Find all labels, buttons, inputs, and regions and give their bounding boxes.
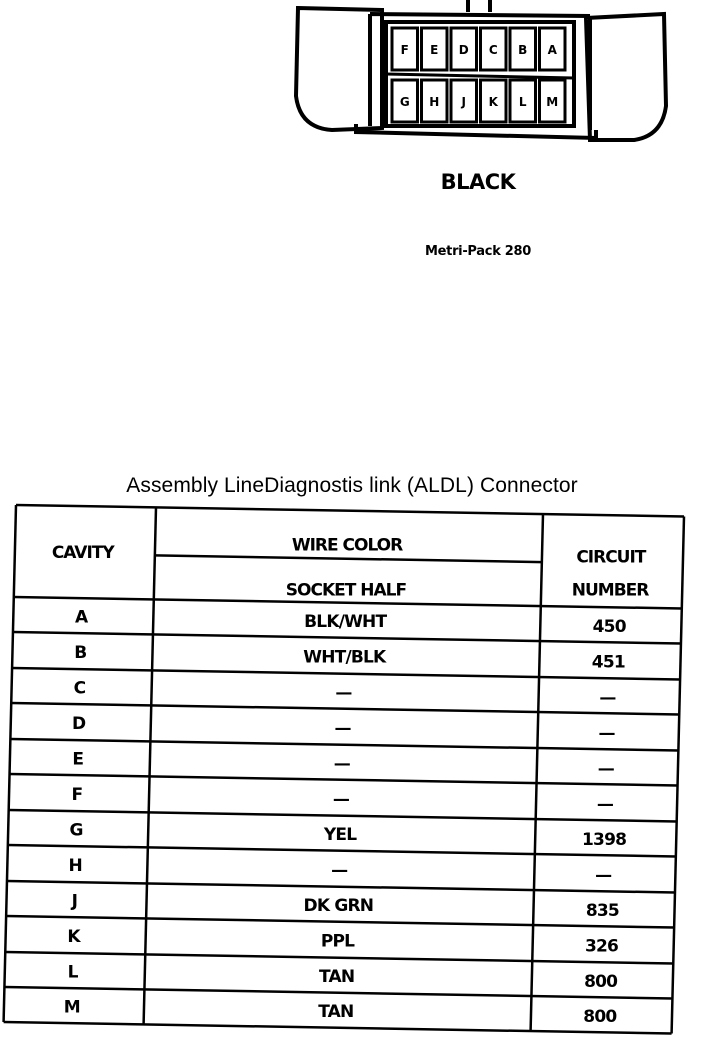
- cell-wire: TAN: [318, 1002, 354, 1023]
- pin-label-K: K: [488, 95, 498, 109]
- pin-label-E: E: [430, 43, 439, 57]
- pin-label-H: H: [429, 95, 440, 109]
- table-top-border: [16, 505, 684, 516]
- pin-label-F: F: [400, 43, 409, 57]
- table-row: [70, 821, 627, 850]
- column-line-3: [672, 516, 684, 1033]
- cell-cavity: A: [75, 607, 88, 628]
- header-socket-half: SOCKET HALF: [285, 580, 407, 601]
- pin-label-J: J: [461, 95, 466, 109]
- cell-circuit: 835: [585, 900, 619, 921]
- header-number: NUMBER: [571, 580, 649, 601]
- table-row: [75, 608, 627, 637]
- table-row: [72, 750, 614, 779]
- pin-label-B: B: [518, 43, 528, 57]
- cell-wire: —: [334, 718, 351, 739]
- cell-cavity: B: [74, 643, 87, 664]
- row-divider: [10, 774, 678, 785]
- cell-cavity: C: [73, 678, 86, 699]
- cell-wire: BLK/WHT: [304, 612, 387, 633]
- column-line-0: [4, 505, 16, 1022]
- table-row: [67, 927, 618, 956]
- row-divider: [8, 845, 676, 856]
- cell-cavity: G: [69, 820, 83, 841]
- pin-label-L: L: [518, 95, 527, 109]
- table-bottom-border: [4, 1022, 672, 1033]
- cell-cavity: F: [71, 785, 83, 806]
- cell-cavity: M: [63, 997, 80, 1018]
- cell-wire: —: [331, 860, 348, 881]
- table-row: [74, 679, 617, 708]
- column-line-2: [531, 514, 543, 1031]
- cell-wire: DK GRN: [303, 896, 374, 917]
- cell-wire: —: [333, 754, 350, 775]
- row-divider: [4, 987, 672, 998]
- cell-circuit: —: [595, 865, 612, 886]
- connector-part-label: Metri-Pack 280: [425, 244, 531, 259]
- table-row: [64, 998, 618, 1027]
- row-divider: [13, 632, 681, 643]
- row-divider: [6, 916, 674, 927]
- table-row: [74, 643, 625, 672]
- row-divider: [10, 739, 678, 750]
- cell-circuit: —: [598, 723, 615, 744]
- header-divider: [155, 555, 542, 562]
- table-row: [72, 714, 616, 743]
- cell-wire: —: [332, 789, 350, 810]
- cell-wire: YEL: [323, 825, 357, 846]
- cell-wire: WHT/BLK: [303, 647, 386, 668]
- table-row: [68, 963, 619, 992]
- row-divider: [7, 881, 675, 892]
- table-row: [69, 856, 613, 885]
- cell-circuit: 800: [583, 1006, 617, 1027]
- cell-wire: PPL: [320, 931, 355, 952]
- cell-cavity: E: [72, 749, 84, 770]
- cell-circuit: 451: [591, 652, 625, 673]
- cell-cavity: J: [71, 891, 78, 912]
- pin-label-D: D: [458, 43, 469, 57]
- header-wire-color: WIRE COLOR: [291, 535, 403, 556]
- cell-circuit: —: [596, 794, 614, 815]
- table-title: Assembly LineDiagnostis link (ALDL) Connector: [126, 474, 578, 497]
- pin-label-G: G: [399, 95, 410, 109]
- pin-label-M: M: [546, 95, 559, 109]
- pin-label-A: A: [547, 43, 557, 57]
- cell-cavity: D: [71, 714, 86, 735]
- cell-wire: TAN: [319, 967, 355, 988]
- header-circuit: CIRCUIT: [576, 547, 646, 568]
- cell-circuit: —: [599, 687, 616, 708]
- cell-circuit: 326: [584, 936, 619, 957]
- cell-circuit: 450: [592, 616, 626, 637]
- table-row: [72, 785, 614, 814]
- connector-color-label: BLACK: [440, 170, 516, 194]
- row-divider: [12, 668, 680, 679]
- row-divider: [11, 703, 679, 714]
- cell-cavity: K: [67, 927, 80, 948]
- row-divider: [9, 810, 677, 821]
- cell-cavity: L: [67, 962, 78, 983]
- table-header-row: [52, 536, 649, 601]
- cell-circuit: 800: [584, 971, 618, 992]
- row-divider: [5, 952, 673, 963]
- cell-wire: —: [335, 683, 352, 704]
- cell-circuit: 1398: [582, 829, 627, 850]
- table-row: [71, 892, 619, 921]
- column-line-1: [144, 507, 156, 1024]
- cell-circuit: —: [597, 758, 614, 779]
- pin-label-C: C: [488, 43, 498, 57]
- cell-cavity: H: [68, 856, 82, 877]
- header-cavity: CAVITY: [51, 543, 114, 564]
